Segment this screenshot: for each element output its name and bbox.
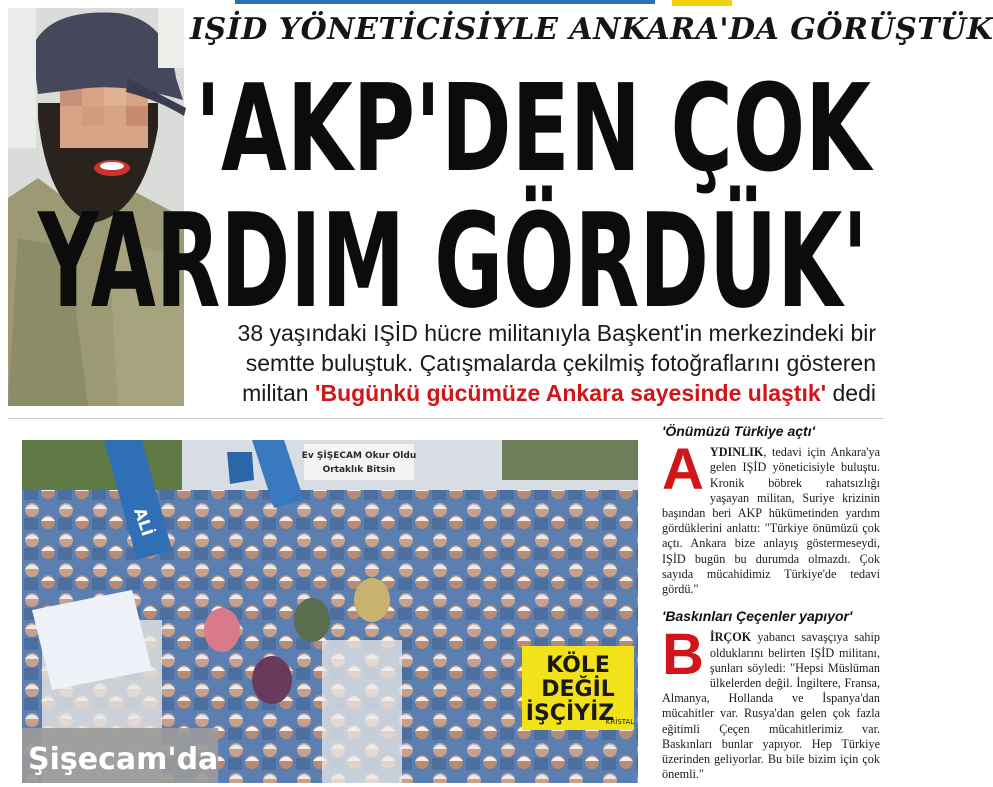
deck-red-quote: 'Bugünkü gücümüze Ankara sayesinde ulaştık' — [315, 380, 827, 406]
deck-line-2: semtte buluştuk. Çatışmalarda çekilmiş fotoğraflarını gösteren — [245, 350, 876, 376]
headline-text-2: YARDIM GÖRDÜK' — [36, 185, 868, 337]
subhead-1: 'Önümüzü Türkiye açtı' — [662, 423, 815, 439]
story-column — [662, 424, 880, 782]
sign-line-3: İŞÇİYİZ — [525, 701, 615, 726]
lead-word-2: İRÇOK — [709, 630, 752, 645]
headline-line-1 — [185, 60, 875, 199]
section-divider — [8, 418, 884, 419]
subhead-2: 'Baskınları Çeçenler yapıyor' — [662, 608, 853, 625]
headline-text-1: 'AKP'DEN ÇOK — [195, 60, 874, 199]
kicker-headline: IŞİD YÖNETİCİSİYLE ANKARA'DA GÖRÜŞTÜK — [190, 12, 993, 47]
sign-line-1: KÖLE — [546, 653, 610, 678]
paragraph-1 — [662, 437, 880, 597]
flag-text: ALİ — [130, 505, 158, 539]
dropcap-1: A — [662, 437, 704, 503]
body-2: yabancı savaşçıya sahip olduklarını belirten IŞİD militanı, şunları söyledi: "Hepsi Müslüman ülkelerden değil. İngiltere, Fransa, Almanya, Hollanda ve İspanya'dan mücahitler var. Rusya'dan gelen çok fazla eğitimli Çeçen mücahitlerimiz var. Baskınları bunlar yapıyor. Hep Türkiye üzerinden geliyorlar. Bu bile bizim için çok önemli." — [662, 630, 880, 782]
deck-line-1: 38 yaşındaki IŞİD hücre militanıyla Başkent'in merkezindeki bir — [237, 320, 876, 346]
dropcap-2: B — [662, 622, 704, 688]
section-2 — [662, 609, 880, 782]
photo-caption: Şişecam'da — [28, 742, 219, 777]
lead-word-1: YDINLIK — [709, 445, 764, 460]
sign-small: KRİSTAL — [605, 718, 635, 726]
sign-line-2: DEĞİL — [541, 677, 615, 702]
paragraph-2 — [662, 622, 880, 782]
banner-text-1: Ev ŞİŞECAM Okur Oldu — [301, 451, 417, 461]
deck-line-3-suffix: dedi — [826, 380, 876, 406]
body-1: , tedavi için Ankara'ya gelen IŞİD yöneticisiyle buluştu. Kronik böbrek rahatsızlığı yaşayan militan, Suriye krizinin başından beri AKP hükümetinden yardım gördüklerini anlattı: "Türkiye önümüzü çok açtı. Ankara bize anlayış göstermeseydi, IŞİD bugün bu durumda olmazdı. Çok sayıda mücahidimiz Türkiye'de tedavi gördü." — [662, 445, 880, 597]
top-blue-strip — [235, 0, 655, 4]
top-yellow-strip — [672, 0, 732, 6]
deck-summary — [190, 318, 876, 408]
banner-text-2: Ortaklık Bitsin — [322, 465, 396, 475]
deck-line-3 — [190, 378, 876, 408]
top-color-band — [0, 0, 884, 8]
deck-line-3-prefix: militan — [242, 380, 315, 406]
